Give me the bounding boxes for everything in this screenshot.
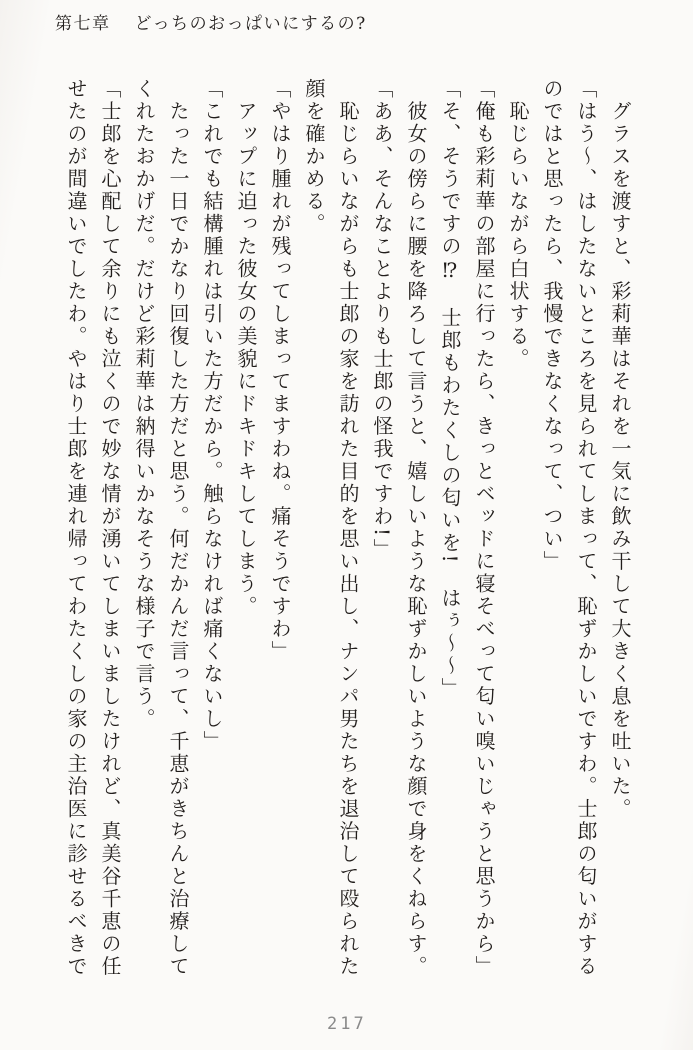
text-line: 「そ、そうですの⁉ 士郎もわたくしの匂いを! はぅ〜〜」	[438, 78, 462, 701]
text-line: 「士郎を心配して余りにも泣くので妙な情が湧いてしまいましたけれど、真美谷千恵の任	[98, 78, 122, 978]
chapter-header	[55, 9, 367, 34]
text-line: 「これでも結構腫れは引いた方だから。触らなければ痛くないし」	[200, 78, 224, 753]
text-line: せたのが間違いでしたわ。やはり士郎を連れ帰ってわたくしの家の主治医に診せるべきで	[64, 78, 88, 978]
text-line: たった一日でかなり回復した方だと思う。何だかんだ言って、千恵がきちんと治療して	[166, 78, 190, 978]
text-line: 「はう〜、はしたないところを見られてしまって、恥ずかしいですわ。士郎の匂いがする	[574, 78, 598, 978]
text-line: 彼女の傍らに腰を降ろして言うと、嬉しいような恥ずかしいような顔で身をくねらす。	[404, 78, 428, 978]
chapter-number: 第七章	[55, 14, 111, 34]
text-line: 「ああ、そんなことよりも士郎の怪我ですわ!」	[370, 78, 394, 562]
text-line: 「やはり腫れが残ってしまってますわね。痛そうですわ」	[268, 78, 292, 663]
text-line: アップに迫った彼女の美貌にドキドキしてしまう。	[234, 78, 258, 618]
text-line: 顔を確かめる。	[302, 78, 326, 236]
text-line: くれたおかげだ。だけど彩莉華は納得いかなそうな様子で言う。	[132, 78, 156, 731]
text-line: 「俺も彩莉華の部屋に行ったら、きっとベッドに寝そべって匂い嗅いじゃうと思うから」	[472, 78, 496, 978]
text-line: 恥じらいながら白状する。	[506, 78, 530, 371]
body-text	[59, 78, 637, 993]
text-line: のではと思ったら、我慢できなくなって、つい」	[540, 78, 564, 573]
chapter-title: どっちのおっぱいにするの?	[134, 14, 367, 34]
text-line: 恥じらいながらも士郎の家を訪れた目的を思い出し、ナンパ男たちを退治して殴られた	[336, 78, 360, 978]
page-number: 217	[327, 1014, 367, 1034]
text-line: グラスを渡すと、彩莉華はそれを一気に飲み干して大きく息を吐いた。	[608, 78, 632, 821]
